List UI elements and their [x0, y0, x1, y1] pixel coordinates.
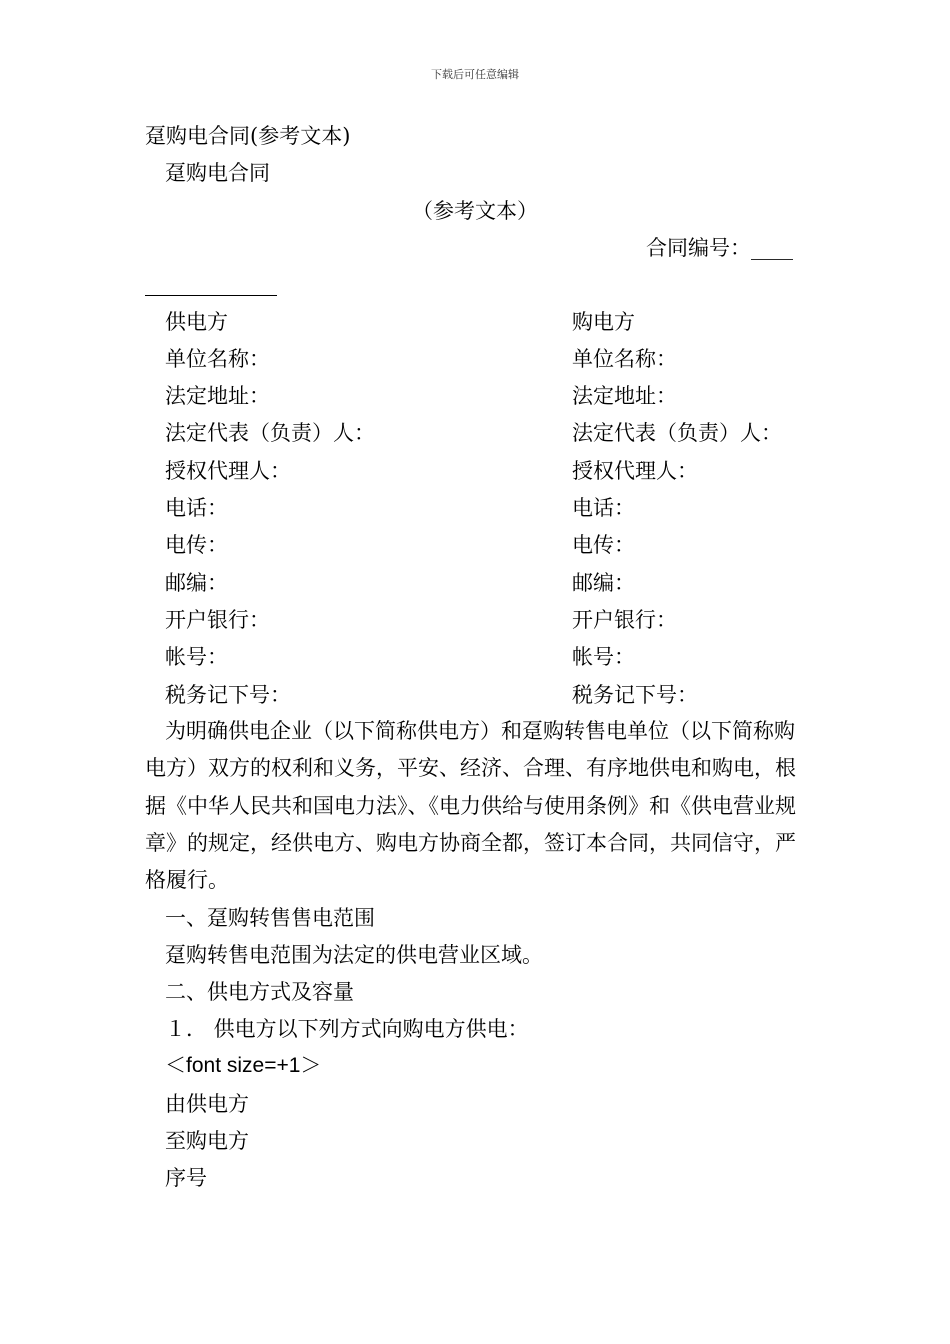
buyer-field: 电话： — [572, 496, 635, 520]
reference-text-label: （参考文本） — [412, 199, 538, 223]
document-title: 趸购电合同(参考文本) — [145, 124, 351, 148]
section-2-title: 二、供电方式及容量 — [165, 980, 354, 1004]
supplier-field: 电话： — [165, 496, 228, 520]
supplier-field: 授权代理人： — [165, 459, 291, 483]
buyer-field: 单位名称： — [572, 347, 677, 371]
supplier-field: 邮编： — [165, 571, 228, 595]
buyer-field: 电传： — [572, 533, 635, 557]
supplier-heading: 供电方 — [165, 310, 228, 334]
intro-text: 为明确供电企业（以下简称供电方）和趸购转售电单位（以下简称购电方）双方的权利和义务，平安、经济、合理、有序地供电和购电，根据《中华人民共和国电力法》、《电力供给与使用条例》和《供电营业规章》的规定，经供电方、购电方协商全都，签订本合同，共同信守，严格履行。 — [145, 719, 796, 893]
intro-paragraph — [145, 713, 805, 899]
supplier-field: 税务记下号： — [165, 683, 291, 707]
buyer-heading: 购电方 — [572, 310, 635, 334]
contract-number-label: 合同编号：____ — [646, 236, 793, 260]
supplier-field: 单位名称： — [165, 347, 270, 371]
contract-subtitle: 趸购电合同 — [165, 161, 270, 185]
buyer-field: 法定代表（负责）人： — [572, 421, 782, 445]
buyer-field: 法定地址： — [572, 384, 677, 408]
buyer-field: 开户银行： — [572, 608, 677, 632]
table-header-to: 至购电方 — [165, 1129, 249, 1153]
supplier-field: 帐号： — [165, 645, 228, 669]
supplier-field: 电传： — [165, 533, 228, 557]
section-2-item-1: １． 供电方以下列方式向购电方供电： — [165, 1017, 529, 1041]
buyer-field: 帐号： — [572, 645, 635, 669]
font-tag-text: ＜font size=+1＞ — [165, 1054, 322, 1077]
buyer-field: 授权代理人： — [572, 459, 698, 483]
contract-number-underline — [145, 295, 277, 296]
supplier-field: 开户银行： — [165, 608, 270, 632]
buyer-field: 税务记下号： — [572, 683, 698, 707]
table-header-from: 由供电方 — [165, 1092, 249, 1116]
buyer-field: 邮编： — [572, 571, 635, 595]
section-1-body: 趸购转售电范围为法定的供电营业区域。 — [165, 943, 543, 967]
table-header-seq: 序号 — [165, 1166, 207, 1190]
section-1-title: 一、趸购转售售电范围 — [165, 906, 375, 930]
page-header: 下载后可任意编辑 — [431, 68, 519, 81]
supplier-field: 法定地址： — [165, 384, 270, 408]
supplier-field: 法定代表（负责）人： — [165, 421, 375, 445]
